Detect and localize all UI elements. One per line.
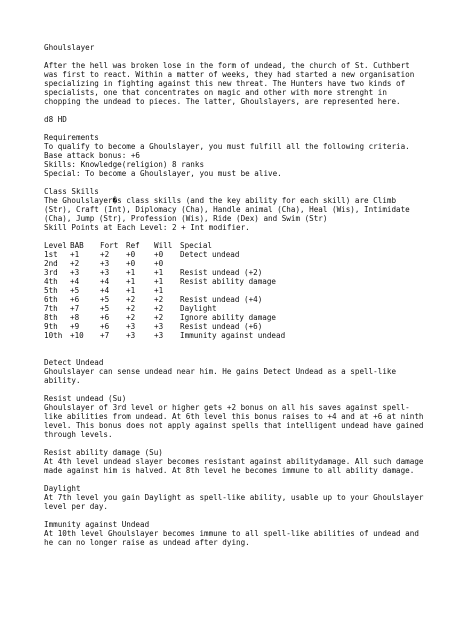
ability-line: Ghoulslayer of 3rd level or higher gets +2 bonus on all his saves against spell- — [44, 403, 410, 412]
table-cell: +10 — [70, 331, 84, 340]
table-cell: +7 — [100, 331, 110, 340]
table-cell: 3rd — [44, 268, 58, 277]
table-cell: 7th — [44, 304, 58, 313]
table-cell: +4 — [100, 277, 110, 286]
table-cell: +2 — [154, 304, 164, 313]
table-cell: +5 — [100, 295, 110, 304]
table-cell: +2 — [70, 259, 80, 268]
ability-line: At 7th level you gain Daylight as spell-like ability, usable up to your Ghoulslayer — [44, 493, 424, 502]
table-cell: 4th — [44, 277, 58, 286]
table-cell: +3 — [70, 268, 80, 277]
table-cell: Detect undead — [180, 250, 240, 259]
table-cell: +4 — [100, 286, 110, 295]
intro-line: After the hell was broken lose in the form of undead, the church of St. Cuthbert — [44, 61, 410, 70]
ability-heading: Resist ability damage (Su) — [44, 448, 163, 457]
ability-resist-undead — [44, 394, 464, 439]
ability-immunity-against-undead — [44, 520, 464, 547]
table-row — [44, 259, 380, 268]
ability-line: made against him is halved. At 8th level he becomes immune to all ability damage. — [44, 466, 415, 475]
ability-line: Ghoulslayer can sense undead near him. He gains Detect Undead as a spell-like — [44, 367, 397, 376]
column-header: BAB — [70, 241, 84, 250]
ability-line: he can no longer raise as undead after dying. — [44, 538, 250, 547]
hit-die: d8 HD — [44, 115, 67, 124]
table-cell: +1 — [154, 277, 164, 286]
table-cell: +0 — [154, 259, 164, 268]
table-cell: +8 — [70, 313, 80, 322]
level-progression-table — [44, 241, 380, 340]
column-header: Special — [180, 241, 213, 250]
section-line: The Ghoulslayer�s class skills (and the key ability for each skill) are Climb — [44, 196, 397, 205]
ability-resist-ability-damage — [44, 448, 464, 475]
ability-daylight — [44, 484, 464, 511]
table-cell: +3 — [100, 259, 110, 268]
ability-heading: Resist undead (Su) — [44, 394, 127, 403]
table-cell: +3 — [100, 268, 110, 277]
ability-line: At 4th level undead slayer becomes resistant against abilitydamage. All such damage — [44, 457, 424, 466]
table-cell — [180, 259, 380, 268]
class-skills-section — [44, 187, 464, 232]
table-cell: 8th — [44, 313, 58, 322]
intro-line: specialists, one that concentrates on magic and other with more strenght in — [44, 88, 387, 97]
table-cell: +7 — [70, 304, 80, 313]
ability-heading: Detect Undead — [44, 358, 104, 367]
table-cell: +9 — [70, 322, 80, 331]
table-cell: +1 — [154, 268, 164, 277]
table-cell: 6th — [44, 295, 58, 304]
ability-detect-undead — [44, 358, 464, 385]
requirements-section — [44, 133, 464, 178]
table-cell: 1st — [44, 250, 58, 259]
table-row — [44, 268, 380, 277]
table-row — [44, 331, 380, 340]
table-row — [44, 304, 380, 313]
table-cell: +4 — [70, 277, 80, 286]
column-header: Will — [154, 241, 173, 250]
table-cell — [180, 286, 380, 295]
section-line: Skills: Knowledge(religion) 8 ranks — [44, 160, 205, 169]
table-cell: +1 — [126, 268, 136, 277]
table-row — [44, 295, 380, 304]
table-cell: 5th — [44, 286, 58, 295]
table-row — [44, 277, 380, 286]
intro-line: chopping the undead to pieces. The latter, Ghoulslayers, are represented here. — [44, 97, 401, 106]
section-heading: Class Skills — [44, 187, 99, 196]
section-line: Special: To become a Ghoulslayer, you must be alive. — [44, 169, 282, 178]
column-header: Ref — [126, 241, 140, 250]
table-cell: +0 — [126, 259, 136, 268]
table-cell: Daylight — [180, 304, 217, 313]
table-cell: +5 — [100, 304, 110, 313]
table-cell: Resist undead (+6) — [180, 322, 263, 331]
table-cell: +1 — [126, 277, 136, 286]
section-heading: Requirements — [44, 133, 99, 142]
document-page — [44, 43, 464, 547]
table-cell: +3 — [126, 331, 136, 340]
section-line: Base attack bonus: +6 — [44, 151, 141, 160]
table-row — [44, 250, 380, 259]
table-cell: +0 — [126, 250, 136, 259]
intro-line: was first to react. Within a matter of weeks, they had started a new organisation — [44, 70, 415, 79]
ability-heading: Daylight — [44, 484, 81, 493]
column-header: Fort — [100, 241, 119, 250]
ability-line: ability. — [44, 376, 81, 385]
section-line: (Str), Craft (Int), Diplomacy (Cha), Handle animal (Cha), Heal (Wis), Intimidate — [44, 205, 410, 214]
table-cell: +0 — [154, 250, 164, 259]
table-row — [44, 286, 380, 295]
table-cell: +2 — [126, 295, 136, 304]
table-cell: Resist undead (+4) — [180, 295, 263, 304]
table-cell: Immunity against undead — [180, 331, 286, 340]
ability-line: through levels. — [44, 430, 113, 439]
table-cell: +6 — [100, 322, 110, 331]
section-line: To qualify to become a Ghoulslayer, you must fulfill all the following criteria. — [44, 142, 410, 151]
table-cell: 2nd — [44, 259, 58, 268]
table-cell: +6 — [100, 313, 110, 322]
table-cell: +1 — [70, 250, 80, 259]
table-row — [44, 313, 380, 322]
table-cell: +3 — [154, 331, 164, 340]
table-cell: Ignore ability damage — [180, 313, 277, 322]
table-cell: +6 — [70, 295, 80, 304]
table-cell: +2 — [126, 304, 136, 313]
intro-paragraph — [44, 61, 464, 106]
table-cell: +5 — [70, 286, 80, 295]
table-cell: +1 — [154, 286, 164, 295]
table-cell: +2 — [154, 313, 164, 322]
table-cell: +1 — [126, 286, 136, 295]
column-header: Level — [44, 241, 67, 250]
table-cell: +3 — [154, 322, 164, 331]
ability-line: At 10th level Ghoulslayer becomes immune to all spell-like abilities of undead and — [44, 529, 419, 538]
section-line: (Cha), Jump (Str), Profession (Wis), Ride (Dex) and Swim (Str) — [44, 214, 328, 223]
table-cell: +2 — [100, 250, 110, 259]
table-cell: +2 — [154, 295, 164, 304]
ability-line: level per day. — [44, 502, 109, 511]
table-cell: Resist undead (+2) — [180, 268, 263, 277]
ability-line: level. This bonus does not apply against spells that intelligent undead have gained — [44, 421, 424, 430]
table-cell: +3 — [126, 322, 136, 331]
ability-heading: Immunity against Undead — [44, 520, 150, 529]
document-title: Ghoulslayer — [44, 43, 95, 52]
table-cell: Resist ability damage — [180, 277, 277, 286]
table-row — [44, 322, 380, 331]
table-cell: 10th — [44, 331, 63, 340]
table-cell: +2 — [126, 313, 136, 322]
ability-line: like abilities from undead. At 6th level this bonus raises to +4 and at +6 at ninth — [44, 412, 424, 421]
intro-line: specializing in fighting against this new threat. The Hunters have two kinds of — [44, 79, 406, 88]
table-header-row — [44, 241, 380, 250]
section-line: Skill Points at Each Level: 2 + Int modifier. — [44, 223, 250, 232]
table-cell: 9th — [44, 322, 58, 331]
